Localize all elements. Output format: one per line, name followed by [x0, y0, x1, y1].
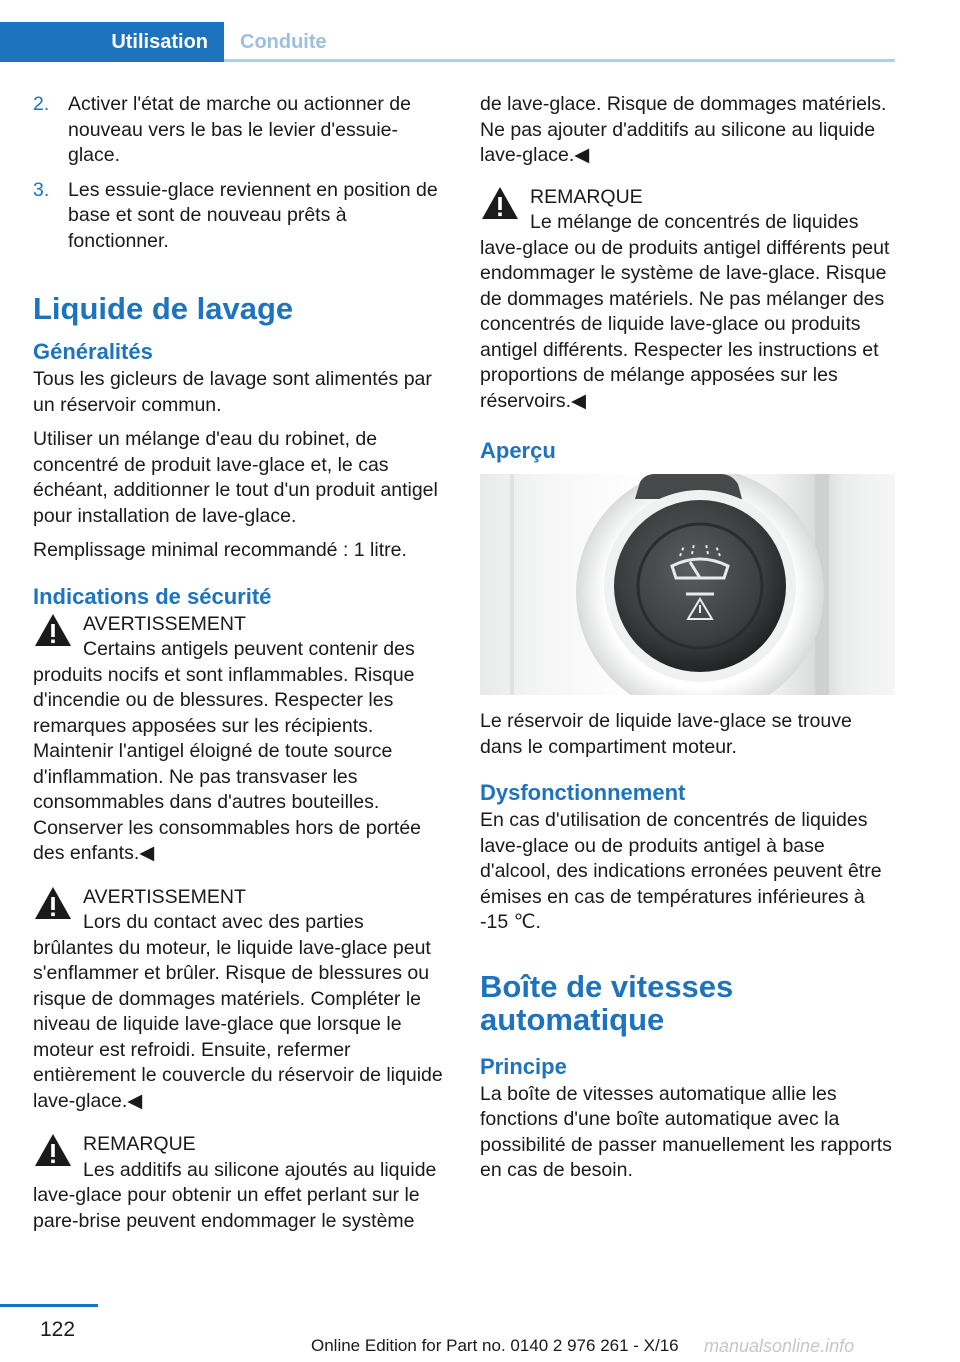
chapter-tabs [0, 22, 895, 62]
warning-block [33, 885, 448, 1115]
tab-utilisation[interactable]: Utilisation [0, 22, 224, 62]
paragraph: La boîte de vitesses automatique allie les fonctions d'une boîte automatique avec la possibilité de passer manuellement les rapports en cas de besoin. [480, 1082, 892, 1181]
subsection-title-dysfonctionnement: Dysfonctionnement [480, 780, 686, 805]
paragraph: En cas d'utilisation de concentrés de liquides lave-glace ou de produits antigel à base d'alcool, des indications erronées peuvent être émises en cas de températures inférieures à -15 ℃. [480, 809, 882, 933]
section-title-liquide-lavage: Liquide de lavage [33, 291, 294, 326]
list-item [33, 178, 448, 255]
page-number: 122 [40, 1318, 76, 1341]
paragraph: Le réservoir de liquide lave-glace se trouve dans le compartiment moteur. [480, 710, 852, 758]
note-label: REMARQUE [83, 1133, 196, 1155]
paragraph: de lave-glace. Risque de dommages matériels. Ne pas ajouter d'additifs au silicone au liquide lave-glace.◀ [480, 93, 887, 166]
footer-rule [0, 1304, 98, 1307]
washer-reservoir-cap-image [480, 474, 895, 695]
list-item [33, 92, 448, 169]
edition-footer: Online Edition for Part no. 0140 2 976 261 - X/16 [311, 1336, 679, 1355]
paragraph: Tous les gicleurs de lavage sont alimentés par un réservoir commun. [33, 368, 432, 416]
left-column [33, 92, 448, 1244]
note-text: Le mélange de concentrés de liquides lave-glace ou de produits antigel différents peut endommager le système de lave-glace. Risque de dommages matériels. Ne pas mélanger des concentrés de liquide lave-glace ou produits antigel différents. Respecter les instructions et proportions de mélange apposées sur les réservoirs.◀ [480, 211, 890, 412]
warning-text: Certains antigels peuvent contenir des produits nocifs et sont inflammables. Risque d'incendie ou de blessures. Respecter les remarques apposées sur les récipients. Maintenir l'antigel éloigné de toute source d'inflammation. Ne pas transvaser les consommables dans d'autres bouteilles. Conserver les consommables hors de portée des enfants.◀ [33, 638, 422, 864]
warning-triangle-icon [33, 1132, 73, 1168]
warning-block [33, 612, 448, 867]
warning-triangle-icon [480, 185, 520, 221]
step-number: 2. [33, 93, 50, 115]
step-number: 3. [33, 178, 50, 201]
subsection-title-securite: Indications de sécurité [33, 583, 272, 609]
tab-underline [224, 59, 895, 62]
step-text: Activer l'état de marche ou actionner de nouveau vers le bas le levier d'essuie-glace. [68, 93, 411, 166]
step-text: Les essuie-glace reviennent en position de base et sont de nouveau prêts à fonctionner. [68, 178, 438, 252]
note-block [480, 185, 896, 415]
right-column [480, 92, 896, 1193]
warning-label: AVERTISSEMENT [83, 885, 246, 908]
subsection-title-generalites: Généralités [33, 339, 153, 364]
warning-triangle-icon [33, 612, 73, 648]
warning-label: AVERTISSEMENT [83, 612, 246, 635]
note-block [33, 1132, 448, 1234]
subsection-title-apercu: Aperçu [480, 438, 556, 463]
warning-triangle-icon [33, 885, 73, 921]
tab-conduite[interactable]: Conduite [240, 30, 327, 53]
section-title-boite-vitesses: Boîte de vitesses automatique [480, 968, 734, 1037]
note-text: Les additifs au silicone ajoutés au liquide lave-glace pour obtenir un effet perlant sur le pare-brise peuvent endommager le système [33, 1158, 437, 1232]
note-label: REMARQUE [530, 185, 643, 208]
subsection-title-principe: Principe [480, 1053, 567, 1079]
paragraph: Remplissage minimal recommandé : 1 litre. [33, 539, 407, 561]
paragraph: Utiliser un mélange d'eau du robinet, de concentré de produit lave-glace et, le cas échéant, additionner le tout d'un produit antigel pour installation de lave-glace. [33, 428, 438, 527]
watermark-logo: manualsonline.info [704, 1336, 855, 1356]
warning-text: Lors du contact avec des parties brûlantes du moteur, le liquide lave-glace peut s'enflammer et brûler. Risque de blessures ou risque de dommages matériels. Compléter le niveau de liquide lave-glace que lorsque le moteur est refroidi. Ensuite, refermer entièrement le couvercle du réservoir de liquide lave-glace.◀ [33, 911, 443, 1112]
washer-cap-photo [480, 474, 895, 695]
